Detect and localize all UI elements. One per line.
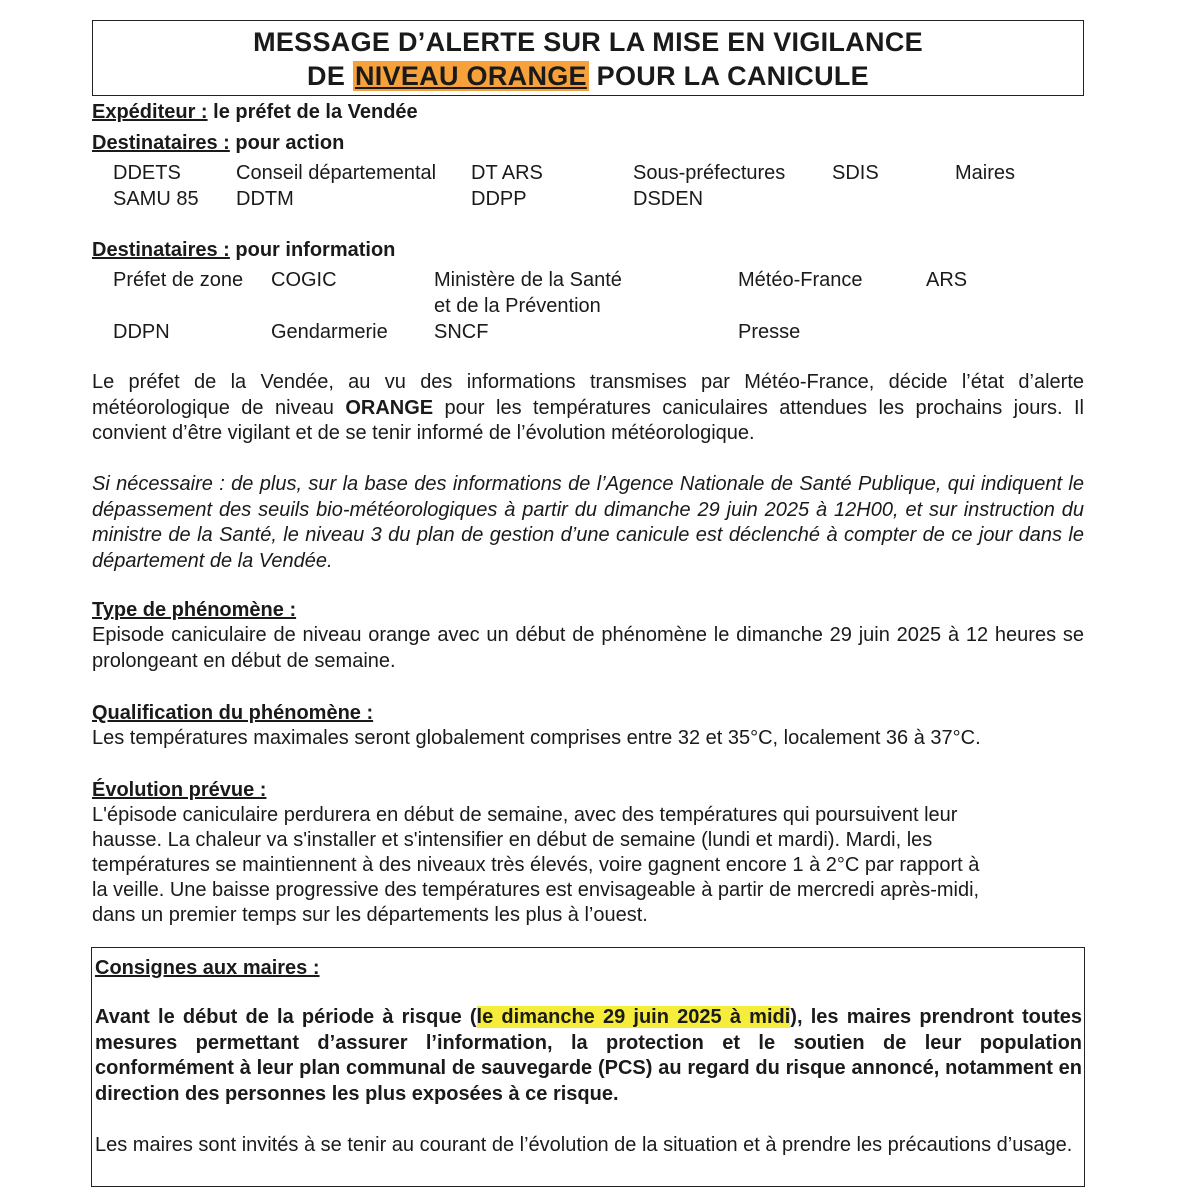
- evolution-line-1: L'épisode caniculaire perdurera en début de semaine, avec des températures qui poursuivent leur: [92, 804, 958, 826]
- if-needed-paragraph: Si nécessaire : de plus, sur la base des informations de l’Agence Nationale de Santé Publique, qui indiquent le dépassement des seuils bio-météorologiques à partir du dimanche 29 juin 2025 à 12H00, et sur instruction du ministre de la Santé, le niveau 3 du plan de gestion d’une canicule est déclenché à compter de ce jour dans le département de la Vendée.: [92, 473, 1084, 572]
- recipient-ars: ARS: [926, 269, 968, 291]
- title-suffix: POUR LA CANICULE: [588, 61, 869, 91]
- recipient-dsden: DSDEN: [633, 188, 704, 210]
- recipients-action-label: Destinataires :: [92, 132, 230, 154]
- recipients-info-heading: [92, 238, 395, 264]
- recipient-samu-85: SAMU 85: [113, 188, 199, 210]
- recipient-ddets: DDETS: [113, 162, 181, 184]
- decision-paragraph: [92, 370, 1084, 447]
- recipient-maires: Maires: [955, 162, 1016, 184]
- decision-text-2: pour les températures caniculaires attendues les prochains jours. Il convient d’être vigilant et de se tenir informé de l’évolution météorologique.: [92, 396, 1084, 444]
- recipient-sous-prefectures: Sous-préfectures: [633, 162, 786, 184]
- evolution-line-4: la veille. Une baisse progressive des températures est envisageable à partir de mercredi après-midi,: [92, 879, 980, 901]
- decision-level: ORANGE: [345, 396, 434, 419]
- qualification-label: Qualification du phénomène :: [92, 702, 374, 724]
- recipient-cogic: COGIC: [271, 269, 337, 291]
- recipient-dt-ars: DT ARS: [471, 162, 543, 184]
- recipient-sdis: SDIS: [832, 162, 879, 184]
- recipient-meteo-france: Météo-France: [738, 269, 863, 291]
- title-box: [92, 20, 1084, 96]
- recipients-info-label: Destinataires :: [92, 239, 230, 261]
- recipient-ministere-sante-line-2: et de la Prévention: [434, 295, 601, 317]
- decision-text-1: Le préfet de la Vendée, au vu des informations transmises par Météo-France, décide l’état d’alerte météorologique de niveau: [92, 371, 1084, 419]
- evolution-line-3: températures se maintiennent à des niveaux très élevés, voire gagnent encore 1 à 2°C par rapport à: [92, 854, 980, 876]
- title-prefix: DE: [307, 61, 353, 91]
- recipient-ddtm: DDTM: [236, 188, 294, 210]
- sender-label: Expéditeur :: [92, 101, 208, 123]
- recipient-presse: Presse: [738, 321, 801, 343]
- recipient-sncf: SNCF: [434, 321, 489, 343]
- title-line-1: MESSAGE D’ALERTE SUR LA MISE EN VIGILANCE: [253, 27, 923, 57]
- mayors-instructions: [95, 1005, 1082, 1107]
- sender-line: [92, 100, 418, 126]
- evolution-label: Évolution prévue :: [92, 779, 267, 801]
- qualification-text: Les températures maximales seront globalement comprises entre 32 et 35°C, localement 36 à 37°C.: [92, 727, 981, 749]
- phenomenon-type-text: Episode caniculaire de niveau orange avec un début de phénomène le dimanche 29 juin 2025 à 12 heures se prolongeant en début de semaine.: [92, 624, 1084, 672]
- title-level-highlight: NIVEAU ORANGE: [354, 61, 587, 91]
- recipient-ministere-sante: Ministère de la Santé: [434, 269, 622, 291]
- recipient-gendarmerie: Gendarmerie: [271, 321, 388, 343]
- title-line-2: [93, 59, 1083, 93]
- recipient-ddpp: DDPP: [471, 188, 527, 210]
- mayors-date-highlight: le dimanche 29 juin 2025 à midi: [476, 1006, 791, 1028]
- evolution-line-2: hausse. La chaleur va s'installer et s'intensifier en début de semaine (lundi et mardi). Mardi, les: [92, 829, 933, 851]
- recipient-conseil-departemental: Conseil départemental: [236, 162, 437, 184]
- mayors-instructions-text-2: ), les maires prendront toutes mesures permettant d’assurer l’information, la protection et le soutien de leur population conformément à leur plan communal de sauvegarde (PCS) au regard du risque annoncé, notamment en direction des personnes les plus exposées à ce risque.: [95, 1006, 1083, 1105]
- mayors-instructions-text-1: Avant le début de la période à risque (: [95, 1006, 477, 1028]
- recipients-action-value: pour action: [229, 132, 345, 154]
- recipients-info-value: pour information: [229, 239, 396, 261]
- evolution-line-5: dans un premier temps sur les départements les plus à l’ouest.: [92, 904, 648, 926]
- mayors-label: Consignes aux maires :: [95, 957, 320, 979]
- phenomenon-type-label: Type de phénomène :: [92, 599, 297, 621]
- sender-value: le préfet de la Vendée: [207, 101, 418, 123]
- mayors-invitation: Les maires sont invités à se tenir au courant de l’évolution de la situation et à prendre les précautions d’usage.: [95, 1134, 1073, 1156]
- recipient-ddpn: DDPN: [113, 321, 170, 343]
- recipient-prefet-de-zone: Préfet de zone: [113, 269, 244, 291]
- recipients-action-heading: [92, 131, 344, 157]
